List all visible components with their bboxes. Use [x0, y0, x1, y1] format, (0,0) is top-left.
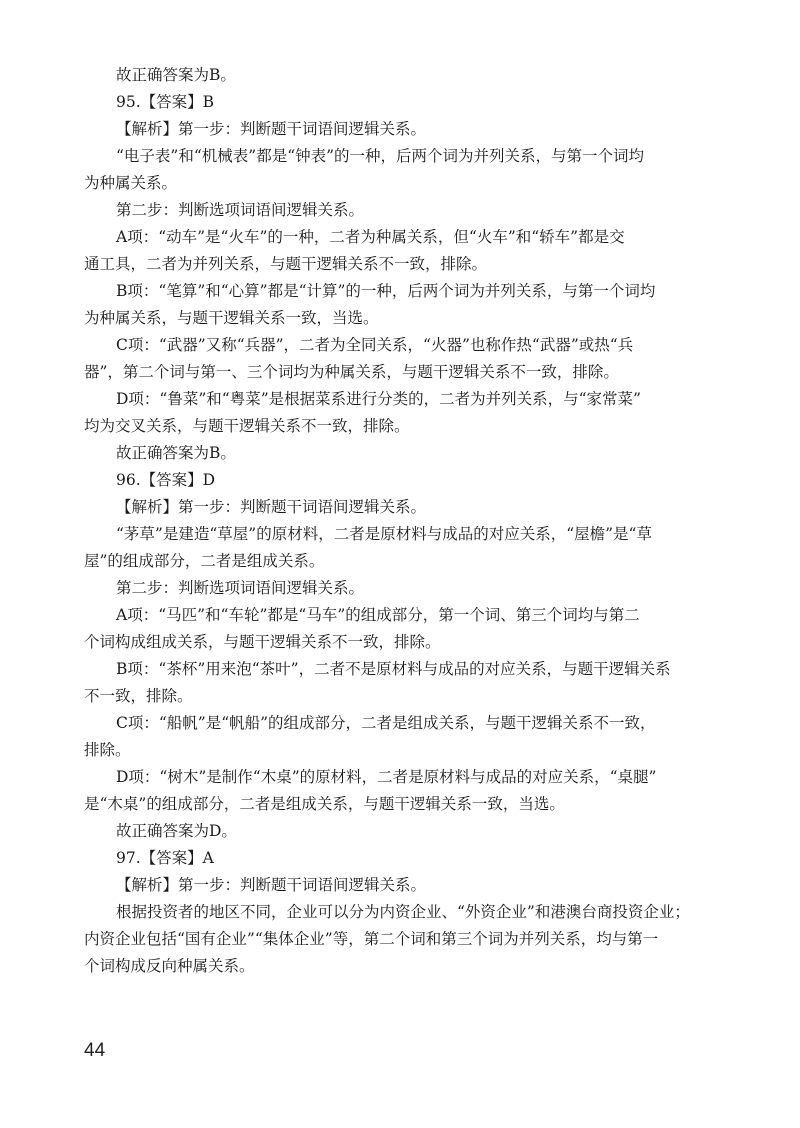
text-line: 根据投资者的地区不同，企业可以分为内资企业、“外资企业”和港澳台商投资企业；: [116, 903, 690, 921]
text-line: 故正确答案为D。: [116, 822, 237, 840]
text-line: A项：“马匹”和“车轮”都是“马车”的组成部分，第一个词、第三个词均与第二: [116, 606, 640, 624]
text-line: 排除。: [84, 741, 131, 759]
text-line: D项：“树木”是制作“木桌”的原材料，二者是原材料与成品的对应关系，“桌腿”: [116, 768, 657, 786]
text-line: 不一致，排除。: [84, 687, 193, 705]
text-line: 96.【答案】D: [116, 471, 216, 489]
text-line: 内资企业包括“国有企业”“集体企业”等，第二个词和第三个词为并列关系，均与第一: [84, 930, 659, 948]
text-line: “电子表”和“机械表”都是“钟表”的一种，后两个词为并列关系，与第一个词均: [116, 147, 645, 165]
text-line: 均为交叉关系，与题干逻辑关系不一致，排除。: [84, 417, 410, 435]
text-line: B项：“笔算”和“心算”都是“计算”的一种，后两个词为并列关系，与第一个词均: [116, 282, 656, 300]
text-line: C项：“武器”又称“兵器”，二者为全同关系，“火器”也称作热“武器”或热“兵: [116, 336, 634, 354]
text-line: 【解析】第一步：判断题干词语间逻辑关系。: [116, 120, 427, 138]
text-line: 【解析】第一步：判断题干词语间逻辑关系。: [116, 876, 427, 894]
text-line: 95.【答案】B: [116, 93, 215, 111]
text-line: 是“木桌”的组成部分，二者是组成关系，与题干逻辑关系一致，当选。: [84, 795, 565, 813]
text-line: 【解析】第一步：判断题干词语间逻辑关系。: [116, 498, 427, 516]
text-line: 器”，第二个词与第一、三个词均为种属关系，与题干逻辑关系不一致，排除。: [84, 363, 619, 381]
text-line: 为种属关系，与题干逻辑关系一致，当选。: [84, 309, 379, 327]
text-line: A项：“动车”是“火车”的一种，二者为种属关系，但“火车”和“轿车”都是交: [116, 228, 625, 246]
text-line: 个词构成反向种属关系。: [84, 957, 255, 975]
page-body: [84, 62, 724, 980]
page-number: 44: [84, 1040, 106, 1061]
text-line: D项：“鲁菜”和“粤菜”是根据菜系进行分类的，二者为并列关系，与“家常菜”: [116, 390, 641, 408]
text-line: 故正确答案为B。: [116, 444, 236, 462]
text-line: 屋”的组成部分，二者是组成关系。: [84, 552, 325, 570]
text-line: 个词构成组成关系，与题干逻辑关系不一致，排除。: [84, 633, 441, 651]
text-line: 第二步：判断选项词语间逻辑关系。: [116, 201, 365, 219]
text-line: 为种属关系。: [84, 174, 178, 192]
text-line: 故正确答案为B。: [116, 66, 236, 84]
text-line: “茅草”是建造“草屋”的原材料，二者是原材料与成品的对应关系，“屋檐”是“草: [116, 525, 652, 543]
text-line: 第二步：判断选项词语间逻辑关系。: [116, 579, 365, 597]
text-line: B项：“茶杯”用来泡“茶叶”，二者不是原材料与成品的对应关系，与题干逻辑关系: [116, 660, 671, 678]
text-line: C项：“船帆”是“帆船”的组成部分，二者是组成关系，与题干逻辑关系不一致，: [116, 714, 656, 732]
text-line: 97.【答案】A: [116, 849, 214, 867]
text-line: 通工具，二者为并列关系，与题干逻辑关系不一致，排除。: [84, 255, 488, 273]
